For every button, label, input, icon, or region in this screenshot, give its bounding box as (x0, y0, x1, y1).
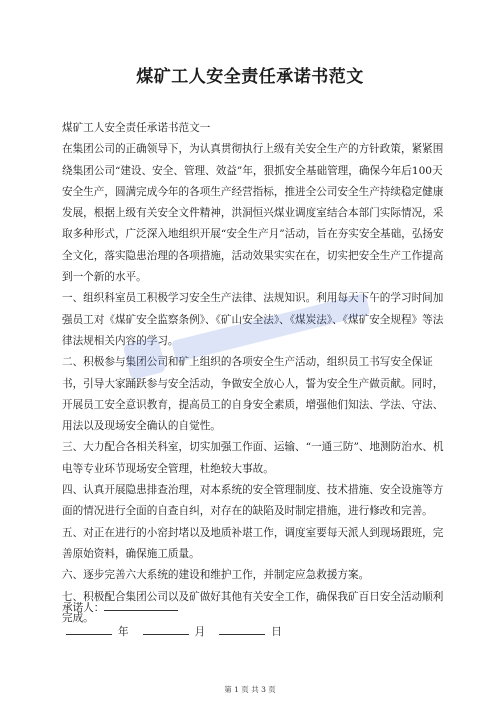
item-paragraph-3: 三、大力配合各相关科室，切实加强工作面、运输、“一通三防”、地测防治水、机电等专业环节现场安全管理，杜绝较大事故。 (62, 441, 444, 475)
date-line (66, 622, 296, 639)
day-label: 日 (271, 626, 282, 638)
item-paragraph-4: 四、认真开展隐患排查治理，对本系统的安全管理制度、技术措施、安全设施等方面的情况进行全面的自查自纠，对存在的缺陷及时制定措施，进行修改和完善。 (62, 484, 444, 518)
month-label: 月 (194, 626, 206, 638)
month-blank (143, 622, 189, 635)
item-paragraph-2: 二、积极参与集团公司和矿上组织的各项安全生产活动，组织员工书写安全保证书，引导大家踊跃参与安全活动，争做安全放心人，誓为安全生产做贡献。同时，开展员工安全意识教育，提高员工的自身安全素质，增强他们知法、学法、守法、用法以及现场安全确认的自觉性。 (62, 356, 444, 433)
year-blank (66, 622, 112, 635)
page-footer: 第 1 页 共 3 页 (224, 685, 276, 694)
document-title: 煤矿工人安全责任承诺书范文 (136, 67, 364, 87)
signer-label: 承诺人： (62, 602, 105, 614)
item-paragraph-7: 七、积极配合集团公司以及矿做好其他有关安全工作，确保我矿百日安全活动顺利完成。 (62, 590, 444, 624)
intro-paragraph: 在集团公司的正确领导下，为认真贯彻执行上级有关安全生产的方针政策，紧紧围绕集团公司“建设、安全、管理、效益”年，狠抓安全基础管理，确保今年后100天安全生产，圆满完成今年的各项生产经营指标，推进全公司安全生产持续稳定健康发展，根据上级有关安全文件精神，洪洞恒兴煤业调度室结合本部门实际情况，采取多种形式，广泛深入地组织开展“安全生产月”活动，旨在夯实安全基础，弘扬安全文化，落实隐患治理的各项措施，活动效果实实在在，切实把安全生产工作提高到一个新的水平。 (62, 143, 444, 284)
signer-blank (104, 598, 178, 611)
item-paragraph-6: 六、逐步完善六大系统的建设和维护工作，并制定应急救援方案。 (62, 569, 370, 582)
document-subtitle: 煤矿工人安全责任承诺书范文一 (62, 122, 211, 134)
document-body (62, 118, 444, 629)
year-label: 年 (118, 626, 129, 638)
signer-line (62, 598, 178, 615)
item-paragraph-5: 五、对正在进行的小窑封堵以及地质补堪工作，调度室要每天派人到现场跟班，完善原始资料，确保施工质量。 (62, 526, 444, 560)
day-blank (219, 622, 265, 635)
watermark-mark (123, 336, 167, 380)
item-paragraph-1: 一、组织科室员工积极学习安全生产法律、法规知识。利用每天下午的学习时间加强员工对《煤矿安全监察条例》、《矿山安全法》、《煤炭法》、《煤矿安全规程》等法律法规相关内容的学习。 (62, 292, 444, 347)
